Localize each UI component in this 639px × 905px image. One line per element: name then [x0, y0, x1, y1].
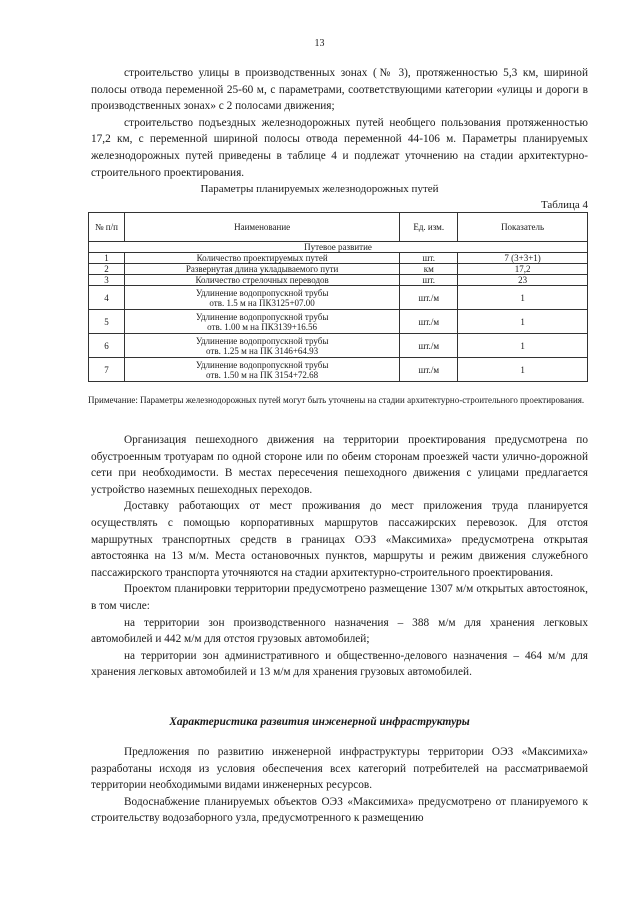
- cell-num: 1: [89, 253, 125, 264]
- paragraph: на территории зон производственного назначения – 388 м/м для хранения легковых автомобилей и 442 м/м для отстоя грузовых автомобилей;: [91, 616, 588, 646]
- cell-name-line1: Удлинение водопропускной трубы: [195, 335, 329, 346]
- cell-name-line2: отв. 1.50 м на ПК 3154+72.68: [206, 369, 319, 380]
- header-num: № п/п: [89, 213, 125, 242]
- cell-unit: шт./м: [400, 286, 458, 310]
- cell-name: Количество проектируемых путей: [124, 253, 399, 264]
- paragraph: Предложения по развитию инженерной инфраструктуры территории ОЭЗ «Максимиха» разработаны исходя из условия обеспечения всех категорий потребителей на рассматриваемой территории необходимыми видами инженерных ресурсов.: [91, 746, 588, 792]
- table-row: [89, 286, 588, 310]
- cell-name: Количество стрелочных переводов: [124, 275, 399, 286]
- paragraph: Проектом планировки территории предусмотрено размещение 1307 м/м открытых автостоянок, в том числе:: [91, 583, 588, 612]
- header-name: Наименование: [124, 213, 399, 242]
- cell-num: 4: [89, 286, 125, 310]
- paragraph: Организация пешеходного движения на территории проектирования предусмотрена по обустроенным тротуарам по одной стороне или по обеим сторонам проезжей части улично-дорожной сети при необходимости. В местах пересечения пешеходного движения с улицами предлагается устройство наземных пешеходных переходов.: [91, 434, 588, 496]
- cell-name-line1: Удлинение водопропускной трубы: [195, 359, 329, 370]
- cell-value: 1: [458, 310, 588, 334]
- section-label: Путевое развитие: [89, 242, 588, 253]
- cell-name: [124, 358, 399, 382]
- section-heading: Характеристика развития инженерной инфраструктуры: [169, 716, 470, 728]
- table-row: [89, 310, 588, 334]
- cell-num: 3: [89, 275, 125, 286]
- cell-unit: км: [400, 264, 458, 275]
- cell-unit: шт./м: [400, 310, 458, 334]
- table-row: [89, 253, 588, 264]
- paragraph: Доставку работающих от мест проживания до мест приложения труда планируется осуществлять с помощью корпоративных маршрутов пассажирских перевозок. Для отстоя маршрутных транспортных средств в границах ОЭЗ «Максимиха» предусмотрена открытая автостоянка на 13 м/м. Места остановочных пунктов, маршруты и режим движения служебного пассажирского транспорта уточняются на стадии архитектурно-строительного проектирования.: [91, 500, 588, 579]
- table-note: Примечание: Параметры железнодорожных путей могут быть уточнены на стадии архитектурно-строительного проектирования.: [88, 395, 585, 405]
- cell-name: Развернутая длина укладываемого пути: [124, 264, 399, 275]
- paragraph: Водоснабжение планируемых объектов ОЭЗ «Максимиха» предусмотрено от планируемого к строительству водозаборного узла, предусмотренного к размещению: [91, 795, 588, 825]
- table-header-row: [89, 213, 588, 242]
- infra-text: [91, 744, 588, 827]
- paragraph: строительство подъездных железнодорожных путей необщего пользования протяженностью 17,2 км, с переменной шириной полосы отвода переменной 44-106 м. Параметры планируемых железнодорожных путей приведены в таблице 4 и подлежат уточнению на стадии архитектурно-строительного проектирования.: [91, 116, 588, 179]
- cell-name: [124, 286, 399, 310]
- cell-name-line1: Удлинение водопропускной трубы: [195, 311, 329, 322]
- header-value: Показатель: [458, 213, 588, 242]
- cell-value: 1: [458, 286, 588, 310]
- cell-num: 2: [89, 264, 125, 275]
- table-caption: Параметры планируемых железнодорожных путей: [200, 183, 439, 195]
- table-section-row: [89, 242, 588, 253]
- body-text: [91, 432, 588, 681]
- cell-value: 1: [458, 358, 588, 382]
- cell-value: 1: [458, 334, 588, 358]
- cell-name: [124, 310, 399, 334]
- cell-name-line1: Удлинение водопропускной трубы: [195, 287, 329, 298]
- cell-name-line2: отв. 1.00 м на ПК3139+16.56: [207, 321, 318, 332]
- cell-unit: шт./м: [400, 358, 458, 382]
- table-label: Таблица 4: [540, 199, 588, 211]
- railway-params-table: [88, 212, 588, 382]
- page-number: 13: [314, 38, 325, 49]
- cell-name: [124, 334, 399, 358]
- cell-unit: шт.: [400, 253, 458, 264]
- cell-name-line2: отв. 1.25 м на ПК 3146+64.93: [206, 345, 319, 356]
- cell-value: 17,2: [458, 264, 588, 275]
- cell-num: 7: [89, 358, 125, 382]
- table-row: [89, 358, 588, 382]
- cell-unit: шт.: [400, 275, 458, 286]
- paragraph: на территории зон административного и общественно-делового назначения – 464 м/м для хранения легковых автомобилей и 13 м/м для хранения грузовых автомобилей.: [91, 649, 588, 679]
- intro-text: [91, 65, 588, 181]
- header-unit: Ед. изм.: [400, 213, 458, 242]
- paragraph: строительство улицы в производственных зонах (№ 3), протяженностью 5,3 км, шириной полосы отвода переменной 25-60 м, с параметрами, соответствующими категории «улицы и дороги в производственных зонах» с 2 полосами движения;: [91, 67, 588, 113]
- cell-value: 23: [458, 275, 588, 286]
- cell-name-line2: отв. 1.5 м на ПК3125+07.00: [209, 297, 315, 308]
- cell-num: 5: [89, 310, 125, 334]
- table-row: [89, 275, 588, 286]
- cell-unit: шт./м: [400, 334, 458, 358]
- cell-value: 7 (3+3+1): [458, 253, 588, 264]
- table-row: [89, 264, 588, 275]
- cell-num: 6: [89, 334, 125, 358]
- table-row: [89, 334, 588, 358]
